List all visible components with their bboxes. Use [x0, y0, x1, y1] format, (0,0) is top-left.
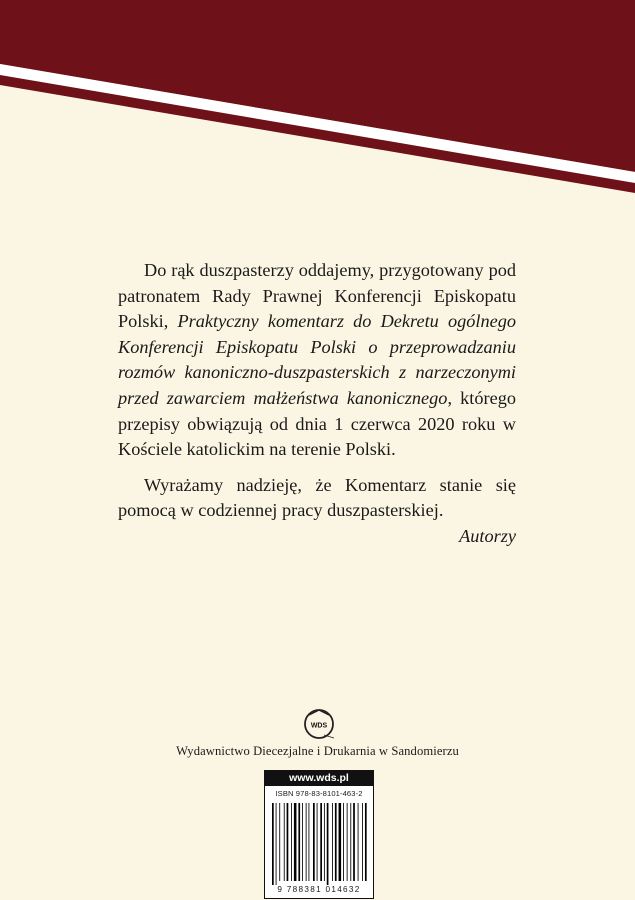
cover-banner: [0, 0, 635, 200]
wds-publisher-logo: [296, 707, 342, 741]
website-url: www.wds.pl: [265, 771, 373, 786]
isbn-text: ISBN 978-83-8101-463-2: [275, 789, 363, 798]
barcode-digits: 9 788381 014632: [277, 885, 361, 894]
publisher-name: Wydawnictwo Diecezjalne i Drukarnia w Sandomierzu: [176, 744, 459, 758]
blurb-text: Do rąk duszpasterzy oddajemy, przygotowany pod patronatem Rady Prawnej Konferencji Episkopatu Polski,: [118, 260, 516, 332]
back-cover-blurb: [118, 258, 516, 550]
blurb-paragraph-2: Wyrażamy nadzieję, że Komentarz stanie się pomocą w codziennej pracy duszpasterskiej.: [118, 474, 516, 521]
barcode-label: [264, 770, 374, 899]
blurb-text: , którego przepisy obwiązują od dnia 1 czerwca 2020 roku w Kościele katolickim na terenie Polski.: [118, 387, 516, 460]
authors-signature: Autorzy: [459, 525, 516, 546]
logo-text: WDS: [310, 722, 328, 730]
blurb-paragraph-1: [118, 258, 516, 463]
barcode-bars: [271, 803, 367, 885]
book-title-italic: Praktyczny komentarz do Dekretu ogólnego Konferencji Episkopatu Polski o przeprowadzaniu rozmów kanoniczno-duszpasterskich z narzeczonymi przed zawarciem małżeństwa kanonicznego: [118, 311, 516, 408]
